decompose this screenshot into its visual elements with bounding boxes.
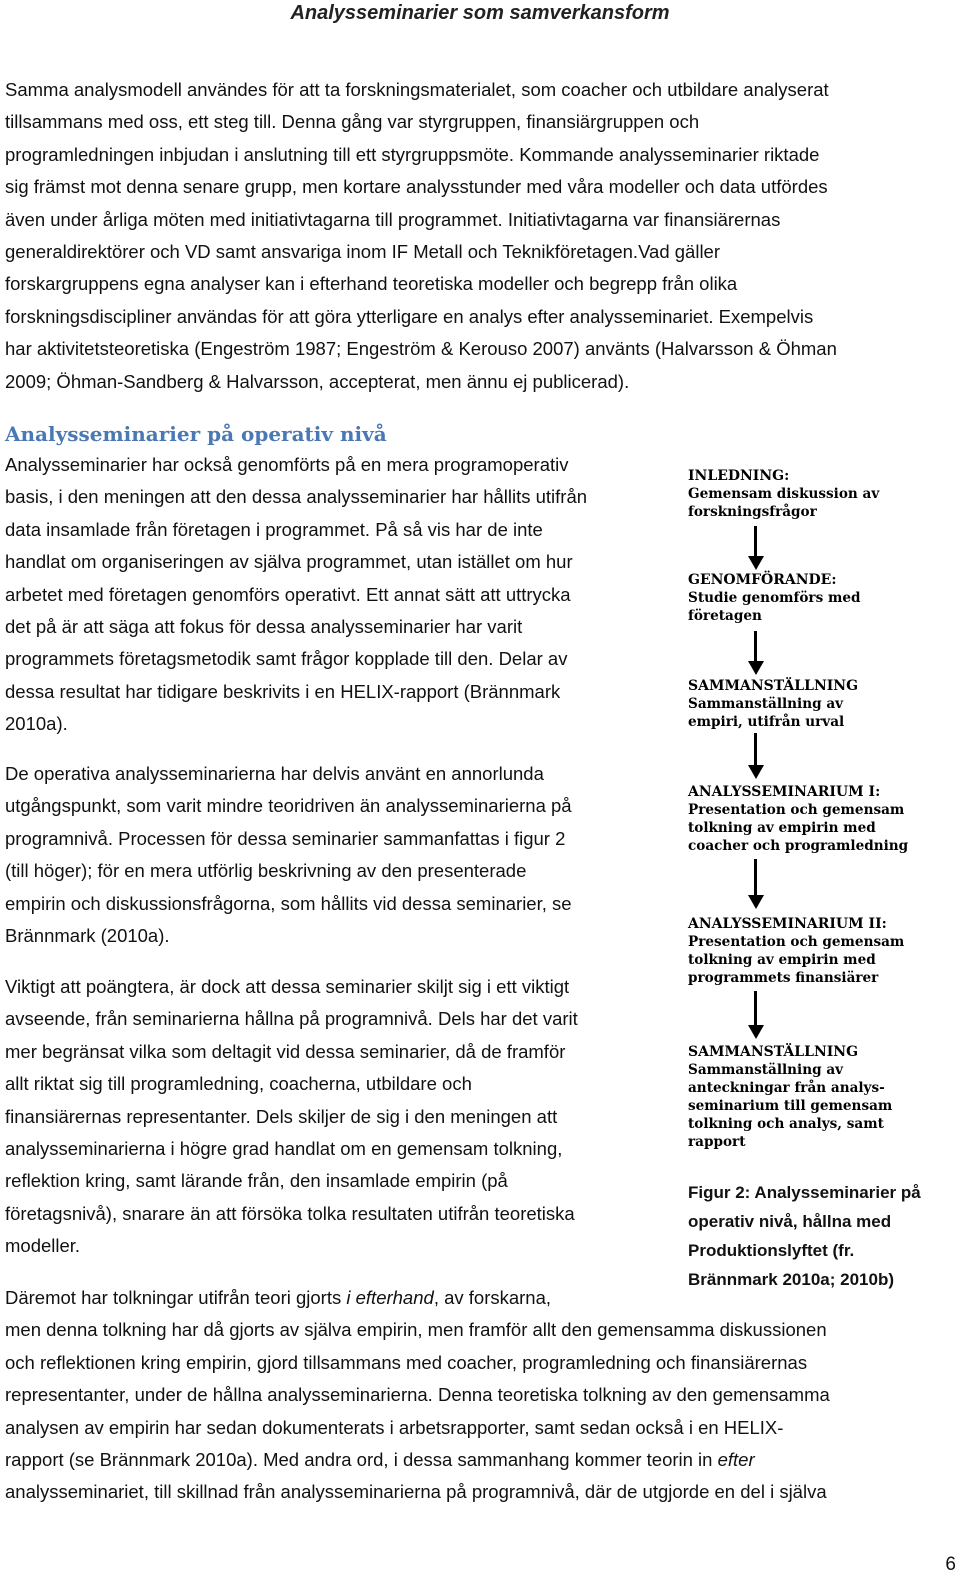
flow-step-sammanstallning-2 [688, 1043, 892, 1151]
step-title: SAMMANSTÄLLNING [688, 678, 859, 694]
text-line: finansiärernas representanter. Dels skiljer de sig i den meningen att [5, 1105, 558, 1127]
text-line: basis, i den meningen att den dessa analysseminarier har hållits utifrån [5, 486, 588, 508]
text-line: modeller. [5, 1235, 81, 1257]
text-line: (till höger); för en mera utförlig beskrivning av den presenterade [5, 860, 527, 882]
step-line: företagen [688, 608, 762, 624]
step-title: ANALYSSEMINARIUM II: [688, 916, 887, 932]
text-line: 2010a). [5, 713, 68, 735]
step-line: programmets finansiärer [688, 970, 879, 986]
section-heading: Analysseminarier på operativ nivå [5, 422, 387, 446]
step-line: empiri, utifrån urval [688, 714, 845, 730]
emphasis: efter [717, 1449, 755, 1471]
text-line: har aktivitetsteoretiska (Engeström 1987; Engeström & Kerouso 2007) använts (Halvarsson & Öhman [5, 338, 837, 360]
text-line: avseende, från seminarierna hållna på programnivå. Dels har det varit [5, 1008, 578, 1030]
text-line: analysen av empirin har sedan dokumenterats i arbetsrapporter, samt sedan också i en HELIX- [5, 1416, 784, 1438]
running-header: Analysseminarier som samverkansform [290, 2, 670, 24]
text-line: sig främst mot denna senare grupp, men kortare analysstunder med våra modeller och data utfördes [5, 176, 828, 198]
paragraph-4 [5, 971, 578, 1263]
down-arrow-icon [748, 733, 764, 779]
text-line: arbetet med företagen genomförs operativt. Ett annat sätt att uttrycka [5, 583, 571, 605]
paragraph-1 [5, 74, 837, 398]
text-line: generaldirektörer och VD samt ansvariga inom IF Metall och Teknikföretagen.Vad gäller [5, 241, 721, 263]
text-line: data insamlade från företagen i programmet. På så vis har de inte [5, 518, 543, 540]
down-arrow-icon [748, 859, 764, 909]
text-line: Viktigt att poängtera, är dock att dessa seminarier skiljt sig i ett viktigt [5, 976, 570, 997]
paragraph-2 [5, 449, 587, 741]
step-line: coacher och programledning [688, 838, 909, 854]
step-line: anteckningar från analys- [688, 1080, 885, 1096]
step-line: tolkning av empirin med [688, 952, 876, 968]
step-line: Sammanställning av [688, 696, 844, 712]
text-run: , av forskarna, [433, 1287, 552, 1308]
text-line: reflektion kring, samt lärande från, den insamlade empirin (på [5, 1170, 508, 1192]
text-line: allt riktat sig till programledning, coacherna, utbildare och [5, 1073, 472, 1095]
step-title: SAMMANSTÄLLNING [688, 1044, 859, 1060]
caption-line: operativ nivå, hållna med [688, 1212, 892, 1231]
step-line: tolkning och analys, samt [688, 1116, 884, 1132]
down-arrow-icon [748, 631, 764, 675]
text-line: empirin och diskussionsfrågorna, som hållits vid dessa seminarier, se [5, 892, 572, 914]
text-line: Brännmark (2010a). [5, 925, 170, 947]
text-line: men denna tolkning har då gjorts av själva empirin, men framför allt den gemensamma diskussionen [5, 1319, 827, 1341]
down-arrow-icon [748, 991, 764, 1039]
text-run: Däremot har tolkningar utifrån teori gjorts [5, 1287, 347, 1308]
text-run: rapport (se Brännmark 2010a). Med andra ord, i dessa sammanhang kommer teorin in [5, 1449, 718, 1471]
text-line: och reflektionen kring empirin, gjord tillsammans med coacher, programledning och finansiärernas [5, 1351, 808, 1373]
step-line: Studie genomförs med [688, 590, 861, 606]
text-line: analysseminariet, till skillnad från analysseminarierna på programnivå, där de utgjorde en del i själva [5, 1481, 827, 1503]
step-line: Presentation och gemensam [688, 802, 905, 818]
text-line: 2009; Öhman-Sandberg & Halvarsson, accepterat, men ännu ej publicerad). [5, 370, 630, 392]
page-number: 6 [945, 1554, 956, 1575]
flow-step-sammanstallning-1 [688, 677, 858, 731]
flow-step-inledning [688, 467, 879, 521]
caption-line: Brännmark 2010a; 2010b) [688, 1270, 895, 1289]
text-line: även under årliga möten med initiativtagarna till programmet. Initiativtagarna var finansiärernas [5, 208, 781, 230]
paragraph-5 [5, 1282, 830, 1509]
paragraph-3 [5, 758, 572, 952]
step-line: rapport [688, 1134, 746, 1150]
step-line: Presentation och gemensam [688, 934, 905, 950]
flow-step-genomforande [688, 571, 861, 625]
step-title: ANALYSSEMINARIUM I: [688, 784, 881, 800]
text-line: programledningen inbjudan i anslutning till ett styrgruppsmöte. Kommande analysseminarier riktade [5, 143, 820, 165]
text-line: dessa resultat har tidigare beskrivits i en HELIX-rapport (Brännmark [5, 680, 561, 702]
text-line: företagsnivå), snarare än att försöka tolka resultaten utifrån teoretiska [5, 1202, 575, 1224]
text-line: forskningsdiscipliner användas för att göra ytterligare en analys efter analysseminariet. Exempelvis [5, 305, 814, 327]
step-line: forskningsfrågor [688, 504, 817, 520]
flow-step-analysseminarium-1 [688, 783, 908, 855]
caption-line: Produktionslyftet (fr. [688, 1241, 855, 1260]
text-line: handlat om organiseringen av själva programmet, utan istället om hur [5, 551, 573, 573]
text-line: Samma analysmodell användes för att ta forskningsmaterialet, som coacher och utbildare analyserat [5, 79, 829, 100]
step-title: GENOMFÖRANDE: [688, 572, 837, 588]
step-title: INLEDNING: [688, 468, 790, 484]
text-line: tillsammans med oss, ett steg till. Denna gång var styrgruppen, finansiärgruppen och [5, 111, 700, 133]
step-line: seminarium till gemensam [688, 1098, 893, 1114]
text-line [5, 1444, 830, 1476]
text-line: representanter, under de hållna analysseminarierna. Denna teoretiska tolkning av den gemensamma [5, 1384, 830, 1406]
caption-line: Figur 2: Analysseminarier på [688, 1183, 921, 1202]
flow-step-analysseminarium-2 [688, 915, 904, 987]
figure-caption [688, 1178, 921, 1294]
step-line: Sammanställning av [688, 1062, 844, 1078]
text-line: forskargruppens egna analyser kan i efterhand teoretiska modeller och begrepp från olika [5, 273, 738, 295]
text-line: mer begränsat vilka som deltagit vid dessa seminarier, då de framför [5, 1040, 566, 1062]
text-line: Analysseminarier har också genomförts på en mera programoperativ [5, 454, 569, 475]
emphasis: i efterhand [346, 1287, 434, 1308]
text-line: utgångspunkt, som varit mindre teoridriven än analysseminarierna på [5, 795, 572, 817]
text-line: programmets företagsmetodik samt frågor kopplade till den. Delar av [5, 648, 568, 670]
step-line: Gemensam diskussion av [688, 486, 880, 502]
down-arrow-icon [748, 526, 764, 570]
text-line: De operativa analysseminarierna har delvis använt en annorlunda [5, 763, 544, 784]
step-line: tolkning av empirin med [688, 820, 876, 836]
text-line: analysseminarierna i högre grad handlat om en gemensam tolkning, [5, 1138, 563, 1160]
text-line: det på är att säga att fokus för dessa analysseminarier har varit [5, 616, 523, 638]
text-line: programnivå. Processen för dessa seminarier sammanfattas i figur 2 [5, 827, 566, 849]
